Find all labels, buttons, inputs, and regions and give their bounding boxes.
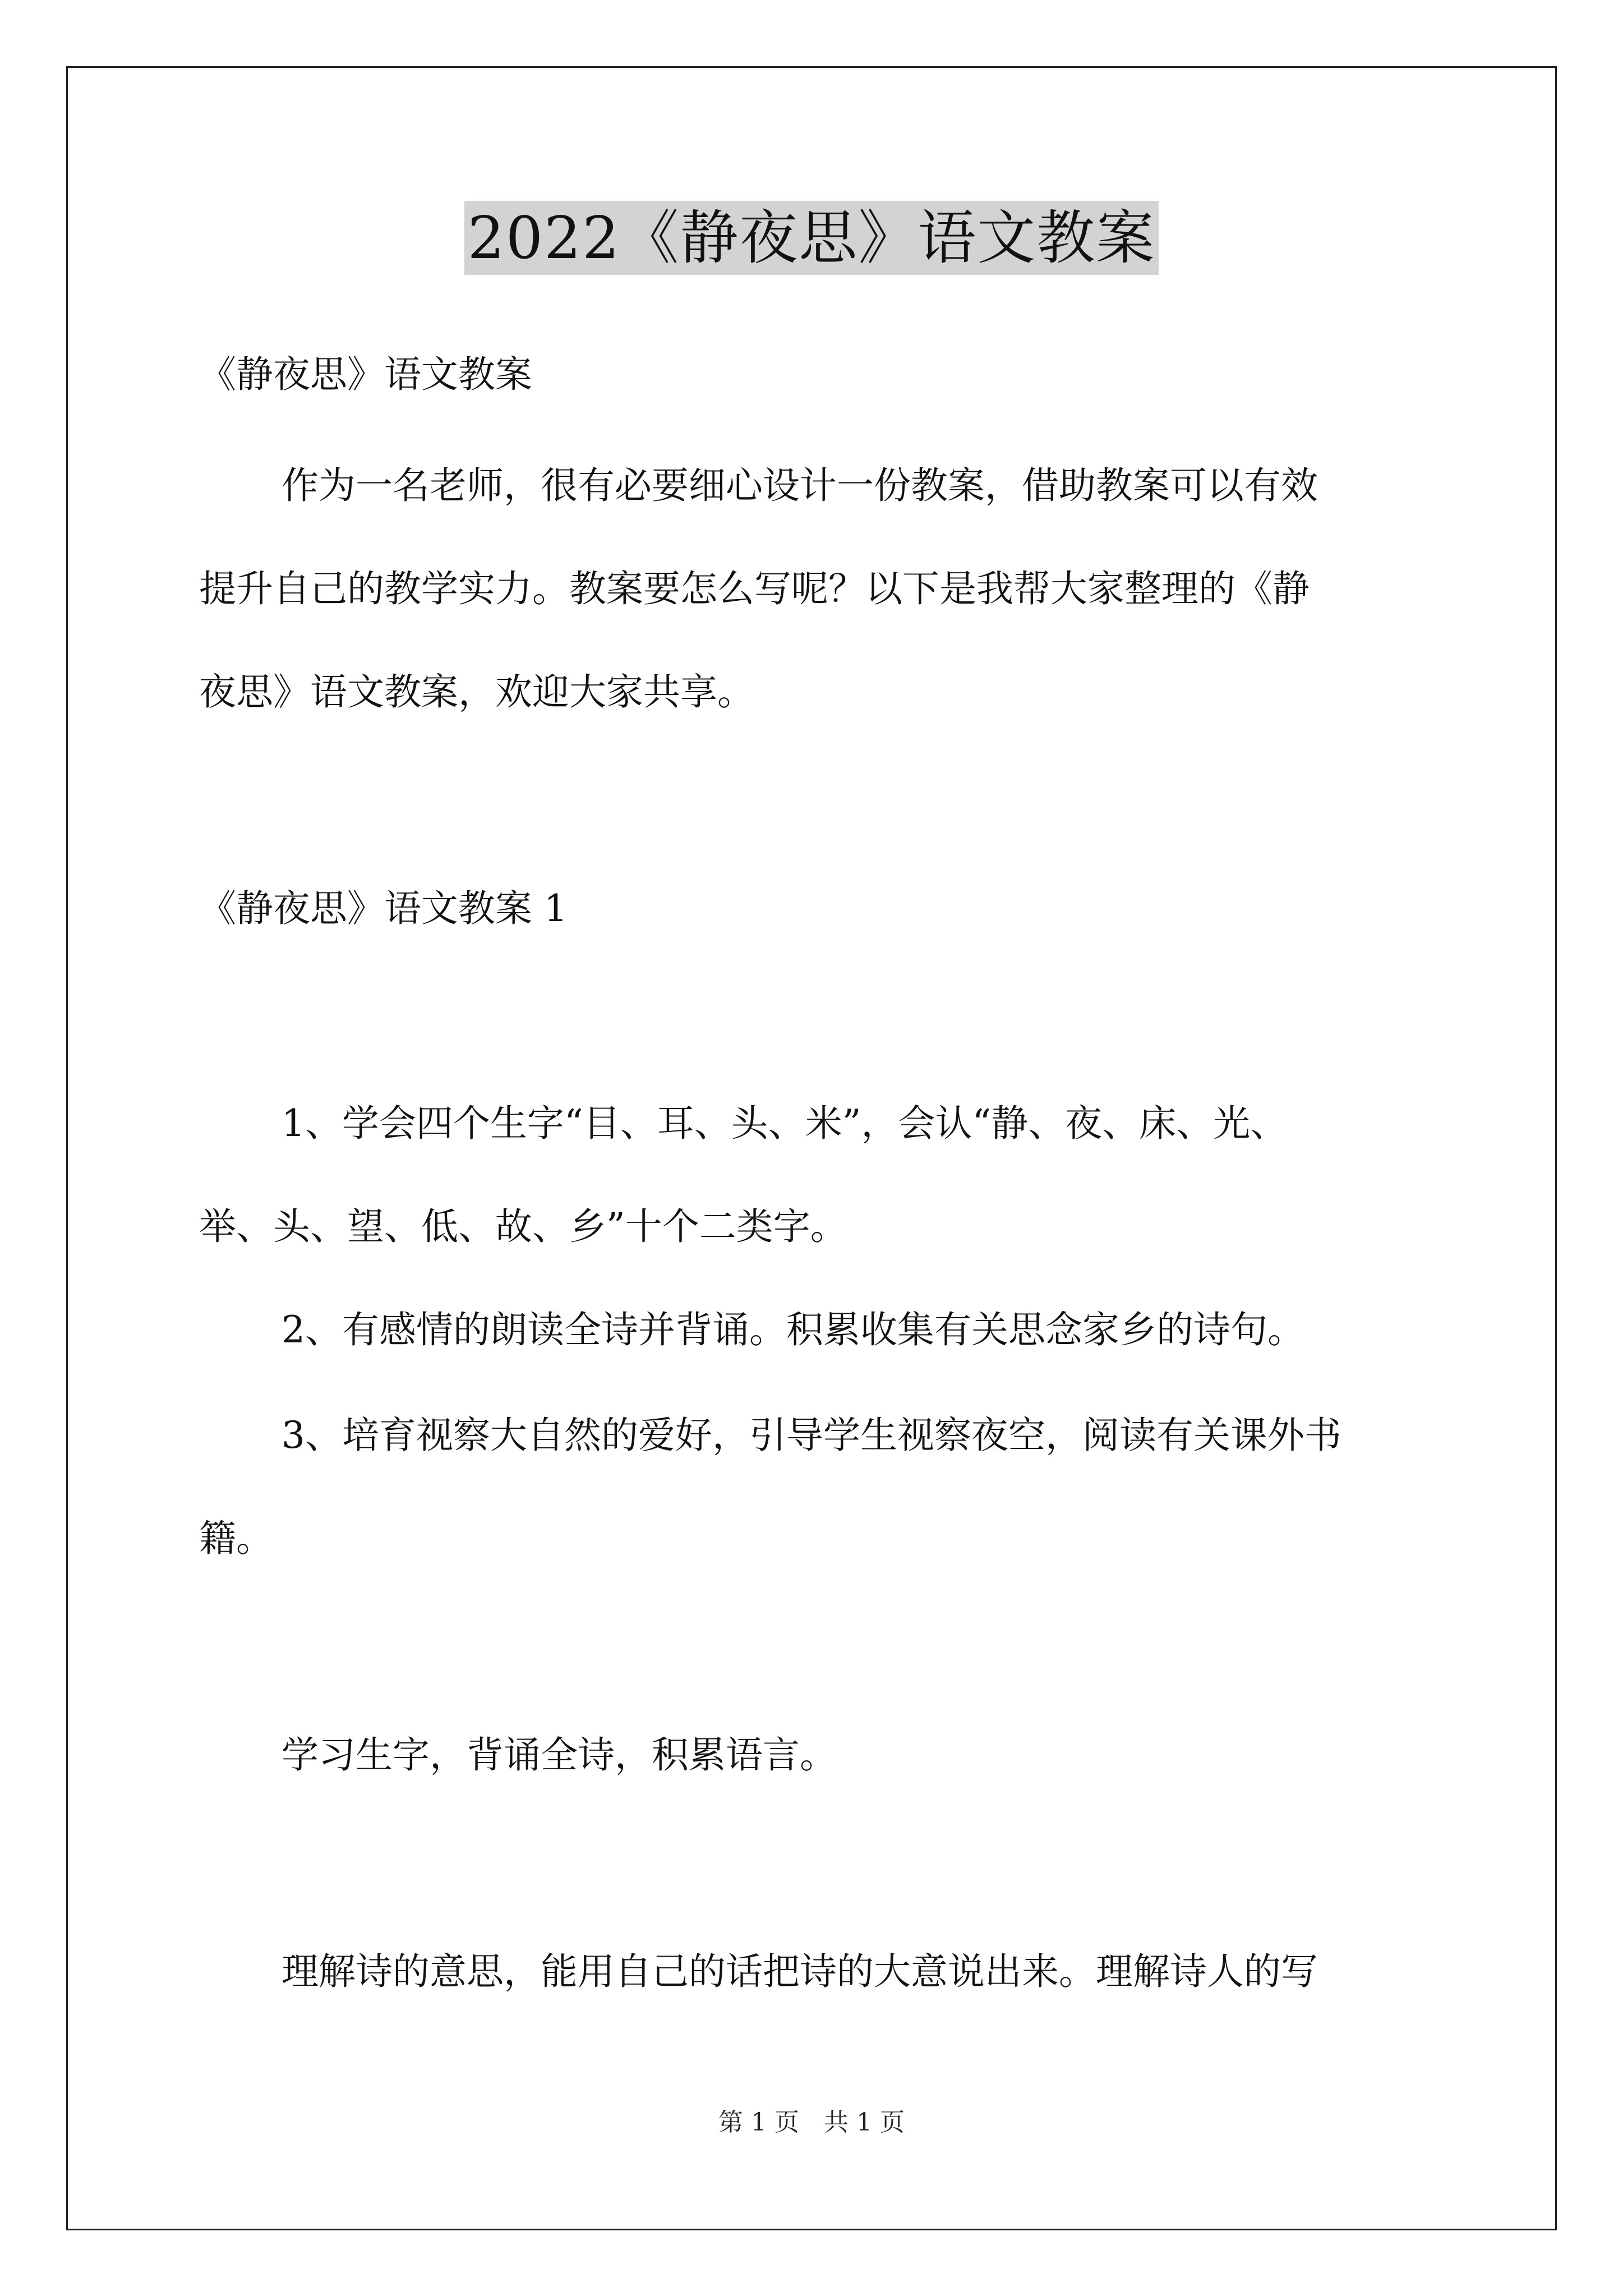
paragraph-line: 夜思》语文教案，欢迎大家共享。 — [199, 670, 754, 714]
paragraph-line: 提升自己的教学实力。教案要怎么写呢？以下是我帮大家整理的《静 — [199, 567, 1310, 610]
difficulty-line: 理解诗的意思，能用自己的话把诗的大意说出来。理解诗人的写 — [282, 1950, 1318, 1993]
objective-line: 籍。 — [199, 1517, 273, 1560]
objective-line: 3、培育视察大自然的爱好，引导学生视察夜空，阅读有关课外书 — [282, 1414, 1341, 1457]
objective-line: 2、有感情的朗读全诗并背诵。积累收集有关思念家乡的诗句。 — [282, 1308, 1304, 1351]
section-heading: 《静夜思》语文教案 1 — [199, 887, 568, 930]
title-container — [0, 201, 1623, 275]
objective-line: 1、学会四个生字“目、耳、头、米”，会认“静、夜、床、光、 — [282, 1102, 1288, 1145]
document-title: 2022《静夜思》语文教案 — [464, 201, 1159, 275]
key-point-line: 学习生字，背诵全诗，积累语言。 — [282, 1733, 837, 1777]
objective-line: 举、头、望、低、故、乡”十个二类字。 — [199, 1205, 847, 1248]
subtitle-line: 《静夜思》语文教案 — [199, 353, 532, 396]
paragraph-line: 作为一名老师，很有必要细心设计一份教案，借助教案可以有效 — [282, 464, 1318, 507]
page-footer: 第 1 页 共 1 页 — [718, 2108, 905, 2137]
